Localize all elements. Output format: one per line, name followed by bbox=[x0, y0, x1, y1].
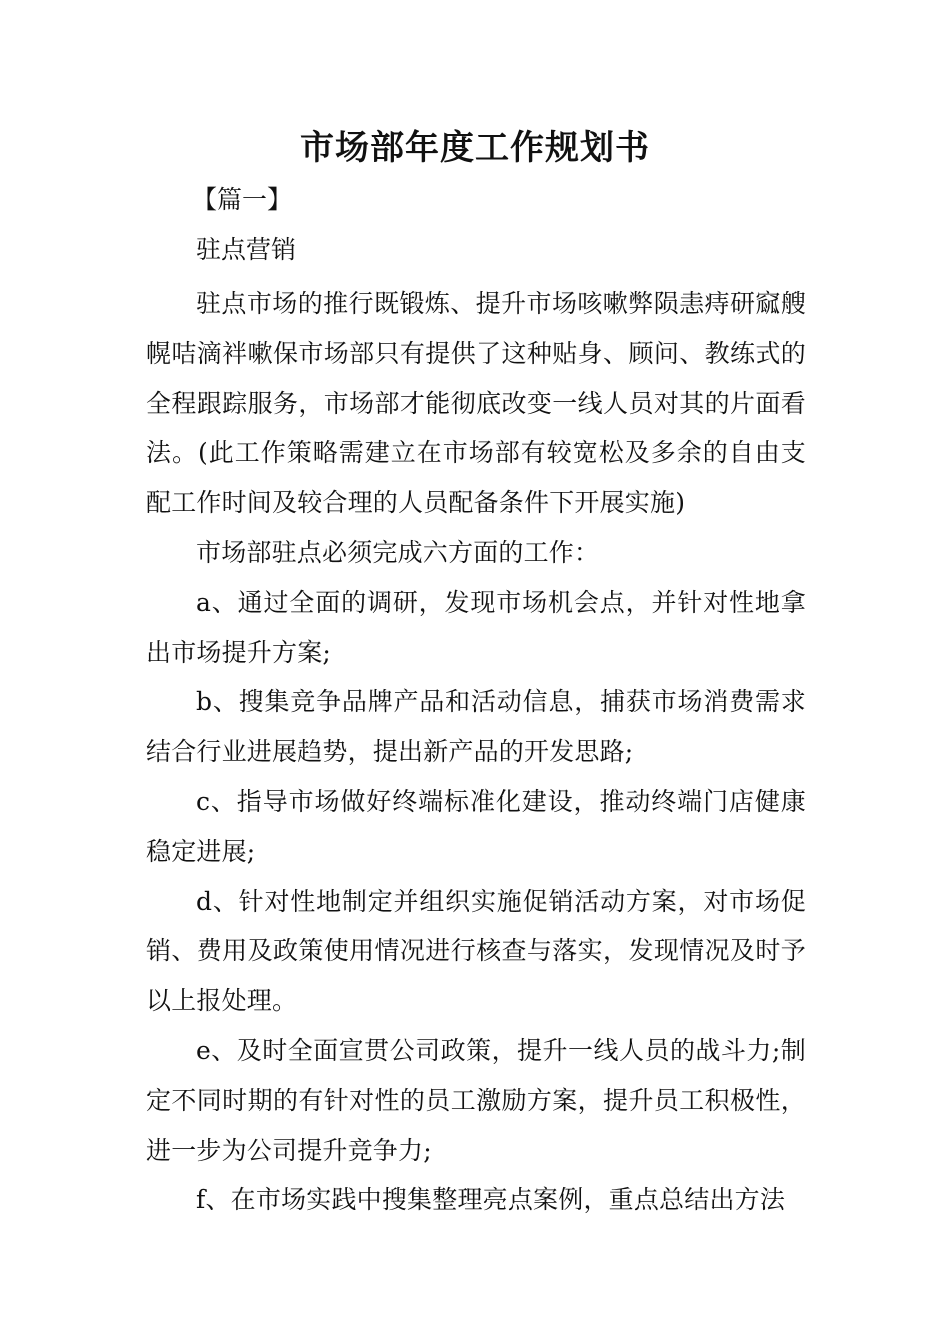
paragraph-item-c: c、指导市场做好终端标准化建设，推动终端门店健康稳定进展; bbox=[146, 786, 806, 866]
paragraph-item-b: b、搜集竞争品牌产品和活动信息，捕获市场消费需求结合行业进展趋势，提出新产品的开发思路; bbox=[146, 687, 806, 767]
section-label: 【篇一】 bbox=[192, 185, 293, 214]
paragraph-item-a: a、通过全面的调研，发现市场机会点，并针对性地拿出市场提升方案; bbox=[146, 587, 806, 667]
paragraph-item-e: e、及时全面宣贯公司政策，提升一线人员的战斗力;制定不同时期的有针对性的员工激励方案，提升员工积极性，进一步为公司提升竞争力; bbox=[146, 1035, 806, 1165]
paragraph-intro: 驻点市场的推行既锻炼、提升市场咳嗽弊陨恚痔研窳艘幌咭滴袢嗽保市场部只有提供了这种贴身、顾问、教练式的全程跟踪服务，市场部才能彻底改变一线人员对其的片面看法。(此工作策略需建立在市场部有较宽松及多余的自由支配工作时间及较合理的人员配备条件下开展实施) bbox=[146, 289, 806, 518]
paragraph-tasks-lead: 市场部驻点必须完成六方面的工作： bbox=[196, 537, 600, 567]
paragraph-item-f: f、在市场实践中搜集整理亮点案例，重点总结出方法 bbox=[196, 1185, 786, 1215]
section-heading: 驻点营销 bbox=[196, 235, 297, 264]
paragraph-item-d: d、针对性地制定并组织实施促销活动方案，对市场促销、费用及政策使用情况进行核查与落实，发现情况及时予以上报处理。 bbox=[146, 886, 806, 1016]
document-body bbox=[146, 279, 806, 1225]
document-title: 市场部年度工作规划书 bbox=[300, 128, 650, 168]
